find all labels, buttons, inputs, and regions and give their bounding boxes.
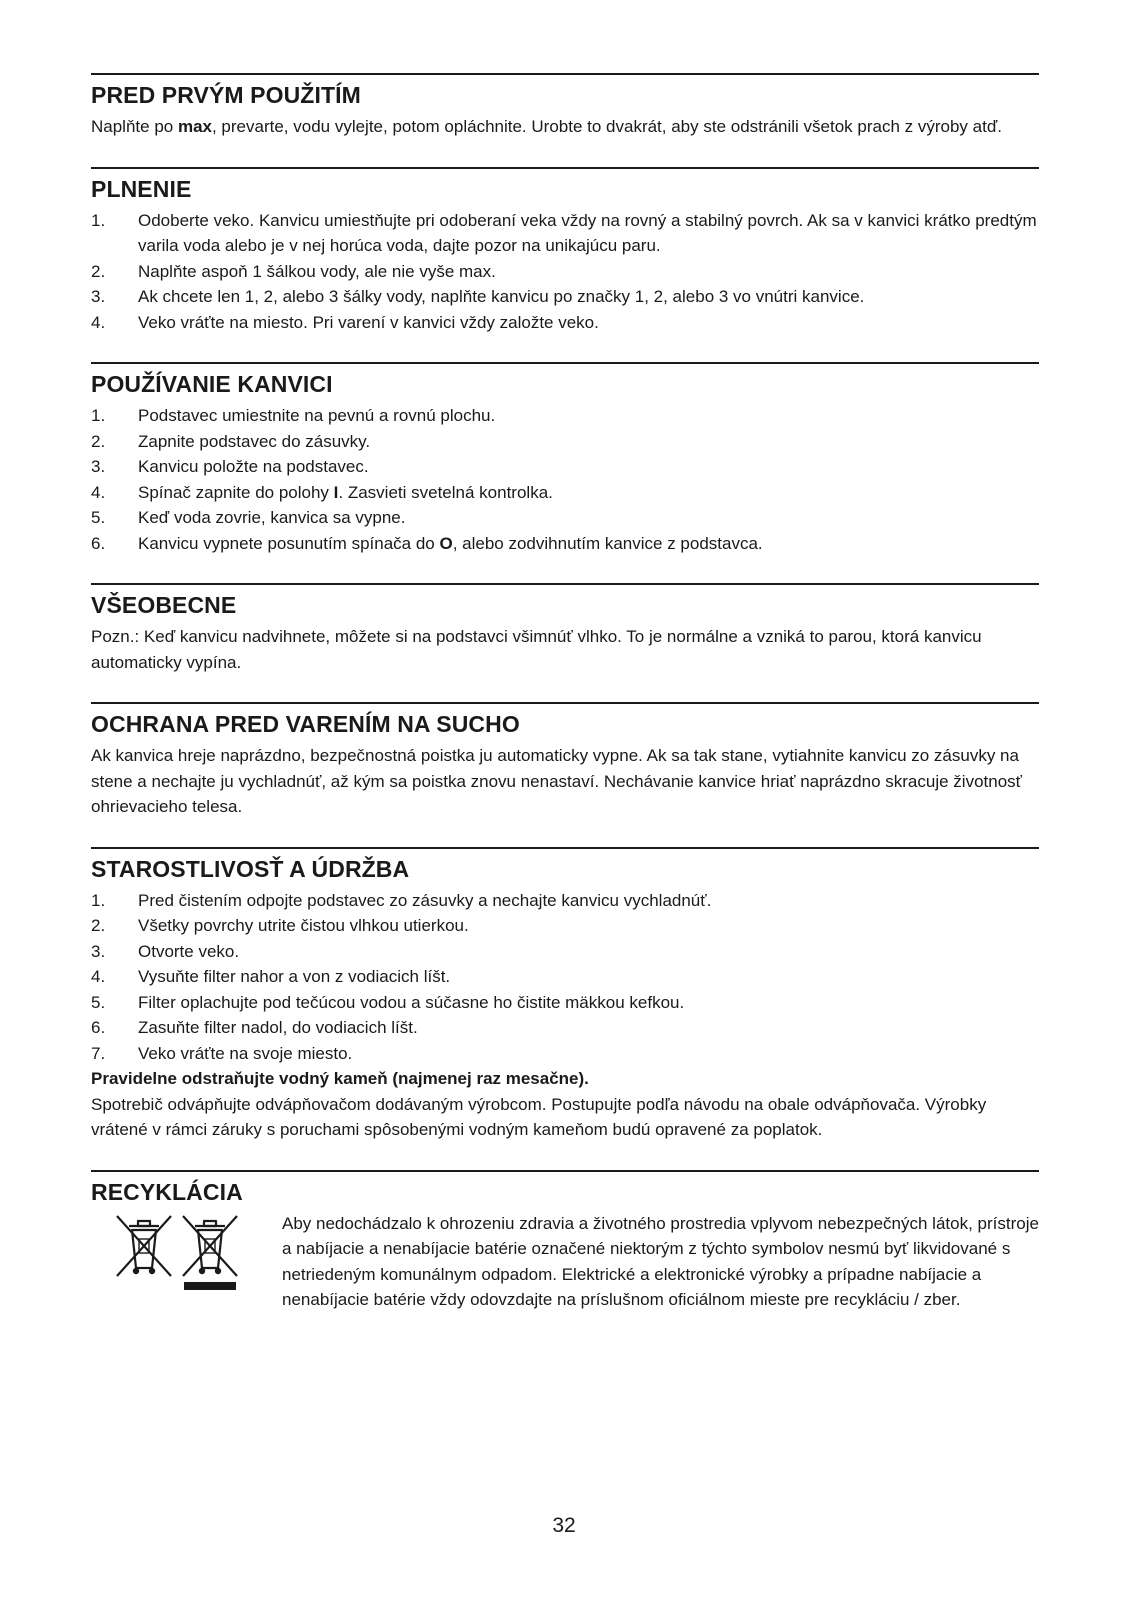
section-filling — [91, 167, 1039, 336]
list-item — [91, 208, 1039, 259]
text-part: . Zasvieti svetelná kontrolka. — [338, 482, 553, 502]
section-boil-dry-protection — [91, 702, 1039, 820]
item-number: 3. — [91, 287, 106, 306]
item-number: 6. — [91, 533, 106, 553]
item-number: 1. — [91, 406, 106, 425]
item-text: Vysuňte filter nahor a von z vodiacich líšt. — [138, 967, 451, 986]
section-care-maintenance — [91, 847, 1039, 1143]
section-text: Spotrebič odvápňujte odvápňovačom dodávaným výrobcom. Postupujte podľa návodu na obale odvápňovača. Výrobky vrátené v rámci záruky s poruchami spôsobenými vodným kameňom budú opravené za poplatok. — [91, 1094, 987, 1139]
section-text — [91, 114, 1039, 140]
list-item — [91, 939, 1039, 965]
section-using-kettle — [91, 362, 1039, 556]
list-item — [91, 990, 1039, 1016]
item-number: 7. — [91, 1043, 106, 1063]
section-recycling — [91, 1170, 1039, 1313]
page-number: 32 — [552, 1514, 576, 1537]
text-part: , alebo zodvihnutím kanvice z podstavca. — [452, 533, 763, 553]
section-title: PLNENIE — [91, 175, 192, 202]
item-text: Veko vráťte na svoje miesto. — [138, 1043, 353, 1063]
list-item — [91, 284, 1039, 310]
bold-text: Pravidelne odstraňujte vodný kameň (najmenej raz mesačne). — [91, 1069, 589, 1088]
item-number: 4. — [91, 312, 106, 332]
care-steps — [91, 888, 1039, 1067]
manual-page — [91, 73, 1039, 1313]
item-text — [138, 480, 1039, 506]
item-text: Všetky povrchy utrite čistou vlhkou utierkou. — [138, 916, 469, 935]
section-title: OCHRANA PRED VARENÍM NA SUCHO — [91, 711, 520, 737]
item-text: Keď voda zovrie, kanvica sa vypne. — [138, 508, 406, 527]
section-title: STAROSTLIVOSŤ A ÚDRŽBA — [91, 855, 410, 882]
list-item — [91, 310, 1039, 336]
item-text: Podstavec umiestnite na pevnú a rovnú plochu. — [138, 406, 496, 425]
item-number: 3. — [91, 941, 106, 961]
item-number: 3. — [91, 457, 106, 476]
list-item — [91, 403, 1039, 429]
section-text: Ak kanvica hreje naprázdno, bezpečnostná poistka ju automaticky vypne. Ak sa tak stane, vytiahnite kanvicu zo zásuvky na stene a nechajte ju vychladnúť, až kým sa poistka znovu nenastaví. Nechávanie kanvice hriať naprázdno skracuje životnosť ohrievacieho telesa. — [91, 746, 1023, 816]
list-item — [91, 888, 1039, 914]
text-part: Spínač zapnite do polohy — [138, 482, 334, 502]
section-before-first-use — [91, 73, 1039, 140]
text-part: Naplňte po — [91, 117, 178, 136]
item-text: Naplňte aspoň 1 šálkou vody, ale nie vyše max. — [138, 261, 496, 281]
item-number: 4. — [91, 482, 106, 502]
list-item — [91, 505, 1039, 531]
item-text: Ak chcete len 1, 2, alebo 3 šálky vody, naplňte kanvicu po značky 1, 2, alebo 3 vo vnútri kanvice. — [138, 287, 865, 306]
section-title: PRED PRVÝM POUŽITÍM — [91, 82, 361, 108]
item-number: 2. — [91, 916, 106, 935]
section-title: POUŽÍVANIE KANVICI — [91, 371, 333, 397]
item-text: Veko vráťte na miesto. Pri varení v kanvici vždy založte veko. — [138, 312, 599, 332]
section-text: Pozn.: Keď kanvicu nadvihnete, môžete si na podstavci všimnúť vlhko. To je normálne a vzniká to parou, ktorá kanvicu automaticky vypína. — [91, 627, 982, 672]
section-text: Aby nedochádzalo k ohrozeniu zdravia a životného prostredia vplyvom nebezpečných látok, prístroje a nabíjacie a nenabíjacie batérie označené niektorým z týchto symbolov nesmú byť likvidované s netriedeným komunálnym odpadom. Elektrické a elektronické výrobky a prípadne nabíjacie a nenabíjacie batérie vždy odovzdajte na príslušnom oficiálnom mieste pre recykláciu / zber. — [282, 1213, 1039, 1309]
item-number: 5. — [91, 992, 106, 1012]
item-text — [138, 531, 1039, 557]
section-general — [91, 583, 1039, 675]
list-item — [91, 454, 1039, 480]
section-title: RECYKLÁCIA — [91, 1178, 243, 1205]
text-part: Kanvicu vypnete posunutím spínača do — [138, 533, 440, 553]
bold-text: I — [333, 482, 339, 502]
item-text: Filter oplachujte pod tečúcou vodou a súčasne ho čistite mäkkou kefkou. — [138, 992, 685, 1012]
list-item — [91, 1041, 1039, 1067]
recycling-row — [91, 1211, 1039, 1313]
list-item — [91, 913, 1039, 939]
item-number: 2. — [91, 261, 106, 281]
item-text: Otvorte veko. — [138, 941, 240, 961]
section-title: VŠEOBECNE — [91, 592, 237, 618]
item-text: Kanvicu položte na podstavec. — [138, 457, 369, 476]
item-number: 4. — [91, 967, 106, 986]
item-text: Zapnite podstavec do zásuvky. — [138, 431, 371, 451]
list-item — [91, 531, 1039, 557]
item-number: 1. — [91, 210, 106, 230]
usage-steps — [91, 403, 1039, 556]
descaling-note — [91, 1066, 1039, 1092]
list-item — [91, 429, 1039, 455]
item-number: 5. — [91, 508, 106, 527]
bold-text: O — [439, 533, 453, 553]
crossed-bin-icon — [115, 1214, 173, 1292]
bold-text: max — [177, 117, 212, 136]
crossed-bin-with-bar-icon — [181, 1214, 239, 1292]
text-part: , prevarte, vodu vylejte, potom opláchnite. Urobte to dvakrát, aby ste odstránili všetok prach z výroby atď. — [211, 117, 1002, 136]
item-text: Pred čistením odpojte podstavec zo zásuvky a nechajte kanvicu vychladnúť. — [138, 890, 712, 910]
list-item — [91, 964, 1039, 990]
list-item — [91, 480, 1039, 506]
list-item — [91, 1015, 1039, 1041]
list-item — [91, 259, 1039, 285]
item-number: 6. — [91, 1018, 106, 1037]
item-text: Odoberte veko. Kanvicu umiestňujte pri odoberaní veka vždy na rovný a stabilný povrch. Ak sa v kanvici krátko predtým varila voda alebo je v nej horúca voda, dajte pozor na unikajúcu paru. — [138, 210, 1037, 255]
recycling-symbols — [91, 1211, 282, 1292]
item-text: Zasuňte filter nadol, do vodiacich líšt. — [138, 1018, 418, 1037]
filling-steps — [91, 208, 1039, 336]
item-number: 1. — [91, 890, 106, 910]
item-number: 2. — [91, 431, 106, 451]
